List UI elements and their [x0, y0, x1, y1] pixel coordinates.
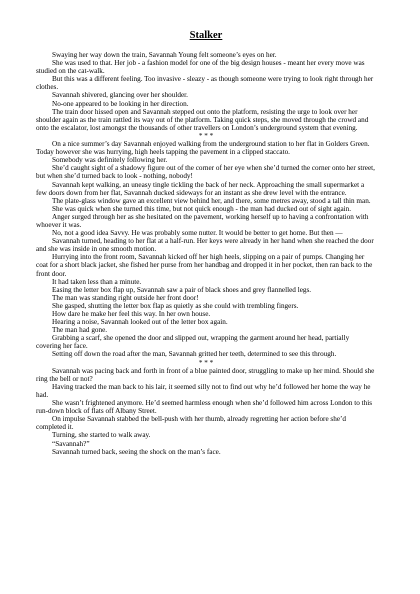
section-separator: * * * — [198, 131, 214, 140]
paragraph: How dare he make her feel this way. In her own house. — [52, 310, 211, 318]
paragraph: Savannah was pacing back and forth in front of a blue painted door, struggling to make up her mind. Should she ring the bell or not? — [36, 366, 375, 383]
paragraph: “Savannah?” — [52, 439, 90, 448]
paragraph: Anger surged through her as she hesitated on the pavement, working herself up to having a confrontation with whoever it was. — [36, 212, 369, 229]
paragraph: She was quick when she turned this time, but not quick enough - the man had ducked out of sight again. — [52, 204, 352, 213]
paragraph: She’d caught sight of a shadowy figure out of the corner of her eye when she’d turned the corner onto her street, but when she’d turned back to look - nothing, nobody! — [36, 164, 375, 181]
paragraph: But this was a different feeling. Too invasive - sleazy - as though someone were trying to look right through her clothes. — [36, 75, 374, 92]
paragraph: Grabbing a scarf, she opened the door and slipped out, wrapping the garment around her head, partially covering her face. — [36, 334, 350, 351]
paragraph: Swaying her way down the train, Savannah Young felt someone’s eyes on her. — [52, 51, 277, 59]
paragraph: Savannah turned, heading to her flat at a half-run. Her keys were already in her hand when she reached the door and she was inside in one smooth motion. — [36, 237, 374, 254]
paragraph: Turning, she started to walk away. — [52, 431, 151, 440]
document-title: Stalker — [189, 30, 223, 41]
paragraph: Hearing a noise, Savannah looked out of the letter box again. — [52, 318, 228, 327]
paragraph: The man was standing right outside her front door! — [52, 293, 199, 302]
paragraph: Easing the letter box flap up, Savannah saw a pair of black shoes and grey flannelled legs. — [52, 285, 312, 294]
paragraph: The plate-glass window gave an excellent view behind her, and there, some metres away, stood a tall thin man. — [52, 196, 371, 205]
paragraph: On impulse Savannah stabbed the bell-push with her thumb, already regretting her action before she’d completed it. — [36, 415, 346, 432]
paragraph: Setting off down the road after the man, Savannah gritted her teeth, determined to see this through. — [52, 350, 337, 359]
section-separator: * * * — [198, 358, 214, 367]
paragraph: Savannah shivered, glancing over her shoulder. — [52, 91, 188, 100]
paragraph: On a nice summer’s day Savannah enjoyed walking from the underground station to her flat in Golders Green. Today however she was hurrying, high heels tapping the pavement in a clipped staccato. — [36, 140, 370, 157]
paragraph: Savannah kept walking, an uneasy tingle tickling the back of her neck. Approaching the small supermarket a few doors down from her flat, Savannah ducked sideways for an instant as she drew level with the entrance. — [36, 180, 365, 197]
paragraph: She was used to that. Her job - a fashion model for one of the big design houses - meant her every move was studied on the cat-walk. — [36, 59, 365, 76]
paragraph: It had taken less than a minute. — [52, 277, 142, 286]
document-body — [36, 51, 376, 456]
paragraph: Having tracked the man back to his lair, it seemed silly not to find out why he’d followed her home the way he had. — [36, 382, 371, 399]
paragraph: No-one appeared to be looking in her direction. — [52, 99, 189, 108]
paragraph: Hurrying into the front room, Savannah kicked off her high heels, slipping on a pair of pumps. Changing her coat for a short black jacket, she fished her purse from her handbag and dropped it in her pocket, then ran back to the front door. — [36, 253, 373, 278]
paragraph: She gasped, shutting the letter box flap as quietly as she could with trembling fingers. — [52, 301, 299, 310]
paragraph: The man had gone. — [52, 326, 108, 335]
paragraph: The train door hissed open and Savannah stepped out onto the platform, resisting the urge to look over her shoulder again as the train rattled its way out of the platform. Taking quick steps, she moved through the crowd and onto the escalator, lost amongst the thousands of other travellers on London’s underground system that evening. — [36, 107, 369, 132]
paragraph: Somebody was definitely following her. — [52, 156, 168, 165]
paragraph: Savannah turned back, seeing the shock on the man’s face. — [52, 447, 221, 456]
paragraph: She wasn’t frightened anymore. He’d seemed harmless enough when she’d followed him across London to this run-down block of flats off Albany Street. — [36, 399, 373, 416]
paragraph: No, not a good idea Savvy. He was probably some nutter. It would be better to get home. But then — — [52, 229, 343, 238]
